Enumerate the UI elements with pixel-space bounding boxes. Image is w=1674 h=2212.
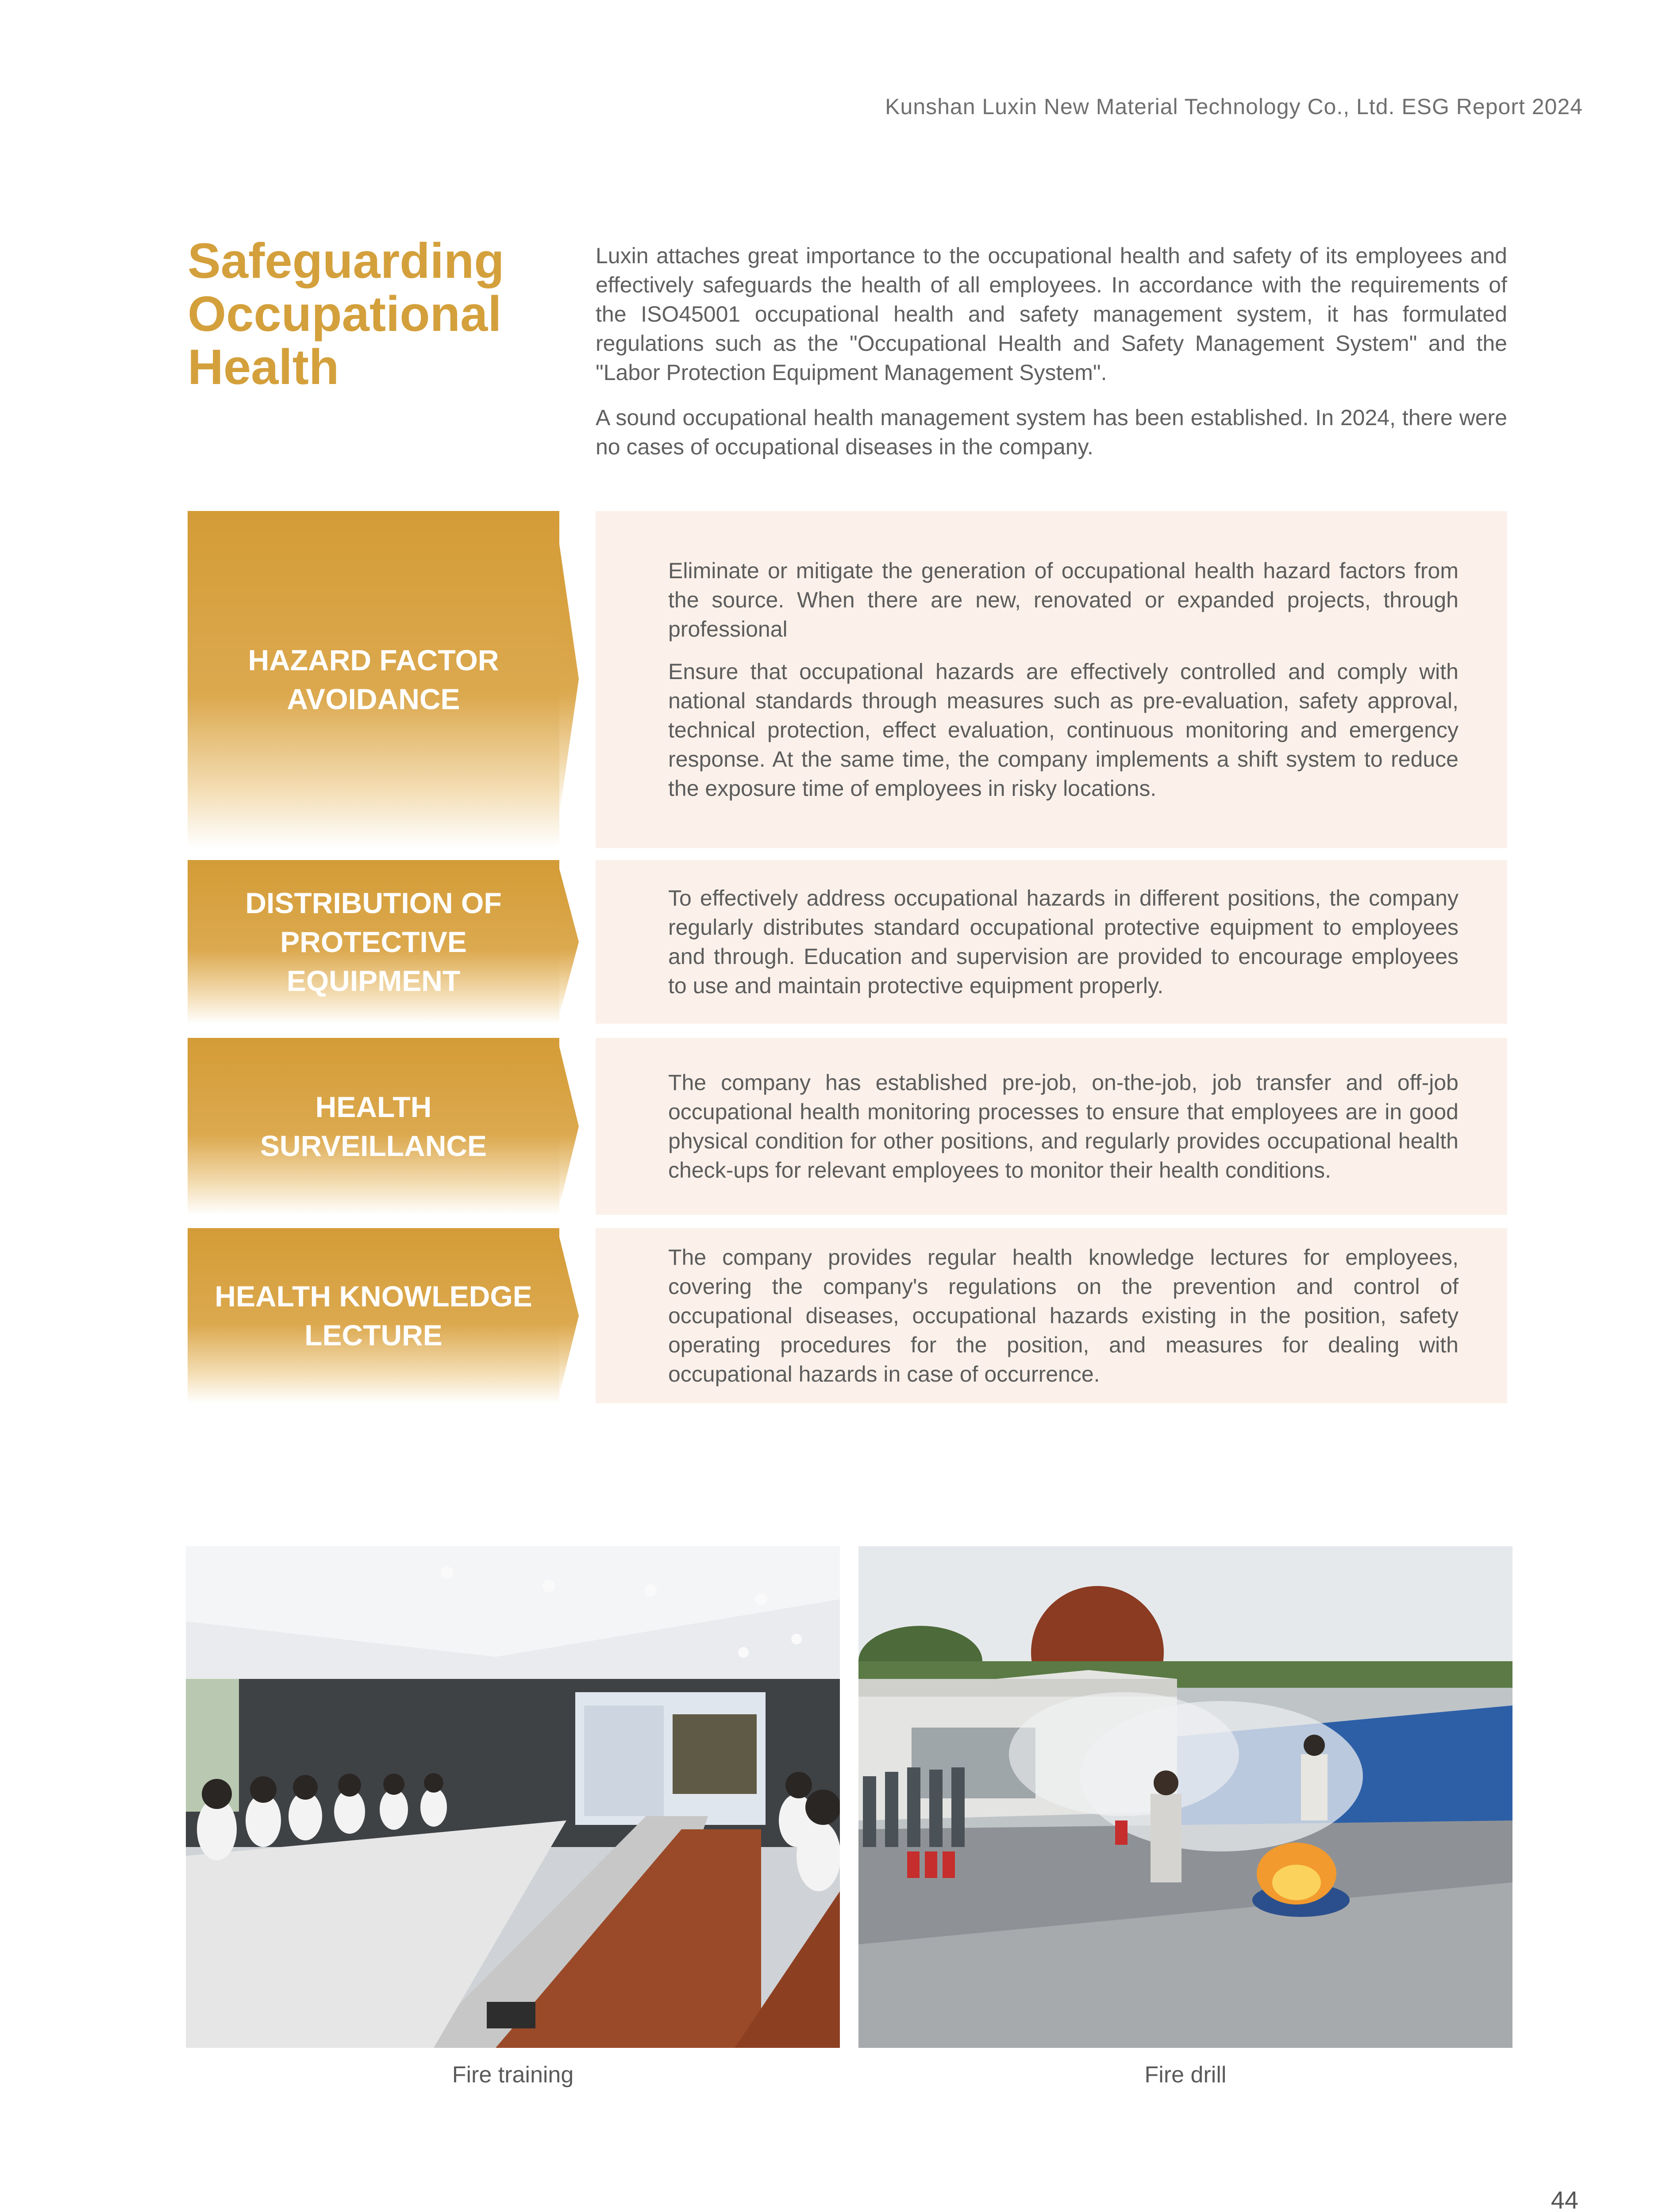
- measure-paragraph: The company provides regular health knowledge lectures for employees, covering the company's regulations on the prevention and control of occupational diseases, occupational hazards existing in the position, safety operating procedures for the position, and measures for dealing with occupational hazards in case of occurrence.: [668, 1245, 1458, 1386]
- measure-description-health-surveillance: [596, 1038, 1507, 1215]
- page-number: 44: [1551, 2186, 1578, 2212]
- chevron-right-icon: [559, 544, 579, 814]
- chevron-right-icon: [559, 869, 579, 1015]
- fire-training-photo: [186, 1546, 840, 2048]
- measure-paragraph: To effectively address occupational hazards in different positions, the company regularly distributes standard occupational protective equipment to employees and through. Education and supervision are provided to encourage employees to use and maintain protective equipment properly.: [668, 886, 1458, 998]
- section-title: Safeguarding Occupational Health: [188, 233, 504, 395]
- measure-label-text: HEALTH KNOWLEDGE LECTURE: [215, 1280, 532, 1352]
- chevron-right-icon: [559, 1047, 579, 1206]
- photo-caption: Fire training: [452, 2062, 574, 2088]
- chevron-right-icon: [559, 1237, 579, 1394]
- measure-label-text: DISTRIBUTION OF PROTECTIVE EQUIPMENT: [245, 887, 502, 997]
- intro-paragraph: Luxin attaches great importance to the occupational health and safety of its employees and effectively safeguards the health of all employees. In accordance with the requirements of the ISO45001 occupational health and safety management system, it has formulated regulations such as the "Occupational Health and Safety Management System" and the "Labor Protection Equipment Management System".: [596, 243, 1507, 385]
- measure-description-distribution-of-protective-equipment: [596, 860, 1507, 1024]
- section-intro: [596, 241, 1507, 477]
- measure-label-health-knowledge-lecture: [188, 1228, 559, 1403]
- measure-label-text: HAZARD FACTOR AVOIDANCE: [248, 644, 499, 715]
- measure-paragraph: Eliminate or mitigate the generation of occupational health hazard factors from the source. When there are new, renovated or expanded projects, through professional: [668, 558, 1458, 641]
- measure-paragraph: Ensure that occupational hazards are effectively controlled and comply with national standards through measures such as pre-evaluation, safety approval, technical protection, effect evaluation, continuous monitoring and emergency response. At the same time, the company implements a shift system to reduce the exposure time of employees in risky locations.: [668, 659, 1458, 801]
- measure-paragraph: The company has established pre-job, on-the-job, job transfer and off-job occupational health monitoring processes to ensure that employees are in good physical condition for other positions, and regularly provides occupational health check-ups for relevant employees to monitor their health conditions.: [668, 1070, 1458, 1183]
- intro-paragraph: A sound occupational health management system has been established. In 2024, there were no cases of occupational diseases in the company.: [596, 405, 1507, 459]
- photo-caption: Fire drill: [1144, 2062, 1227, 2088]
- measure-description-health-knowledge-lecture: [596, 1228, 1507, 1403]
- measure-label-health-surveillance: [188, 1038, 559, 1215]
- measure-description-hazard-factor-avoidance: [596, 511, 1507, 848]
- fire-drill-photo: [858, 1546, 1512, 2048]
- report-title: Kunshan Luxin New Material Technology Co., Ltd. ESG Report 2024: [885, 94, 1583, 119]
- measure-label-distribution-of-protective-equipment: [188, 860, 559, 1024]
- measure-label-hazard-factor-avoidance: [188, 511, 559, 848]
- measure-label-text: HEALTH SURVEILLANCE: [260, 1091, 487, 1162]
- conference-room-image: [186, 1546, 840, 2048]
- fire-drill-image: [858, 1546, 1512, 2048]
